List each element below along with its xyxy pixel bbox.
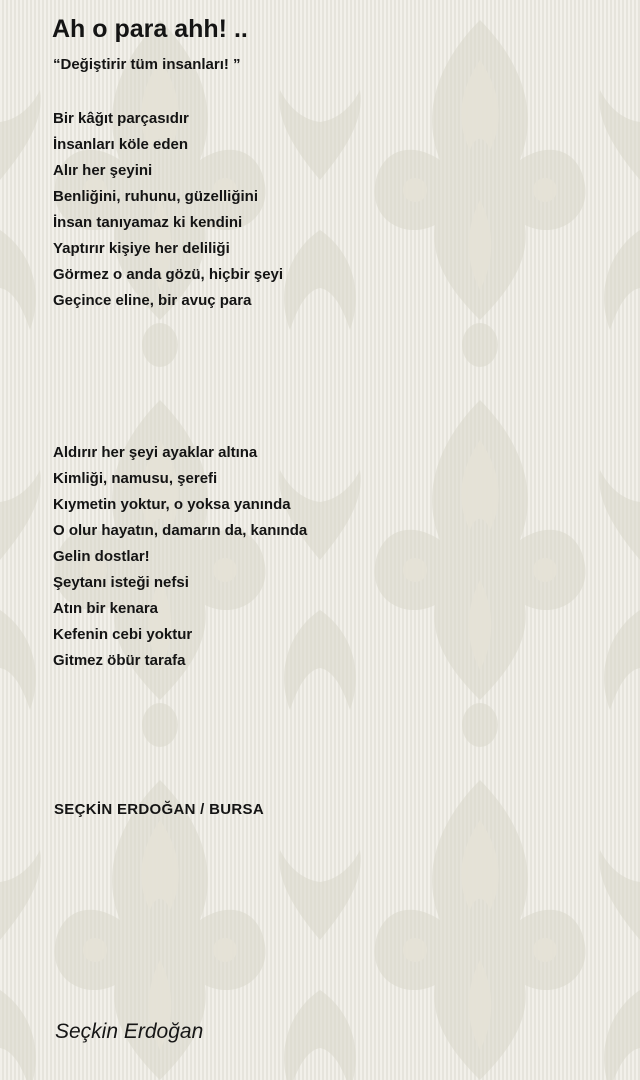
author-name: Seçkin Erdoğan [55, 1020, 204, 1043]
poem-line: İnsanları köle eden [53, 136, 189, 153]
poem-line: Şeytanı isteği nefsi [53, 574, 189, 591]
poem-line: Aldırır her şeyi ayaklar altına [53, 444, 258, 461]
poem-line: O olur hayatın, damarın da, kanında [53, 522, 308, 539]
poem-line: Kefenin cebi yoktur [53, 626, 193, 643]
poem-line: Görmez o anda gözü, hiçbir şeyi [53, 266, 284, 283]
poem-line: Benliğini, ruhunu, güzelliğini [53, 188, 258, 205]
poem-line: Atın bir kenara [53, 600, 159, 617]
stanza-1 [53, 106, 283, 314]
poem-line: Bir kâğıt parçasıdır [53, 110, 189, 127]
poem-line: Gitmez öbür tarafa [53, 652, 186, 669]
poem-line: Gelin dostlar! [53, 548, 150, 565]
poem-line: Geçince eline, bir avuç para [53, 292, 252, 309]
poem-line: Kimliği, namusu, şerefi [53, 470, 218, 487]
poem-title: Ah o para ahh! .. [52, 15, 248, 43]
poem-line: Yaptırır kişiye her deliliği [53, 240, 230, 257]
poem-line: İnsan tanıyamaz ki kendini [53, 214, 243, 231]
poem-line: Alır her şeyini [53, 162, 153, 179]
poem-signature: SEÇKİN ERDOĞAN / BURSA [54, 801, 264, 818]
stanza-2 [53, 440, 307, 674]
poem-line: Kıymetin yoktur, o yoksa yanında [53, 496, 291, 513]
poem-subtitle: “Değiştirir tüm insanları! ” [53, 56, 241, 73]
